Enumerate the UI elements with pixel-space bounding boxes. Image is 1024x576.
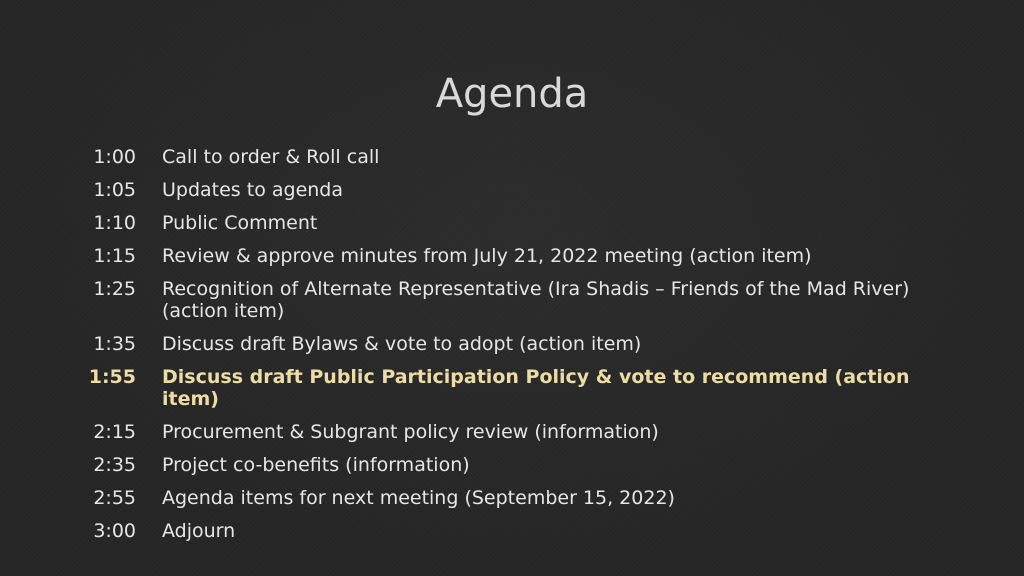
- agenda-row: [80, 421, 930, 443]
- agenda-row: [80, 454, 930, 476]
- agenda-item: Discuss draft Public Participation Policy & vote to recommend (action item): [162, 366, 910, 410]
- agenda-time: 1:35: [93, 333, 136, 355]
- agenda-time: 1:00: [93, 146, 136, 168]
- agenda-item: Call to order & Roll call: [162, 146, 380, 168]
- agenda-time: 1:25: [93, 278, 136, 300]
- agenda-time: 2:35: [93, 454, 136, 476]
- agenda-row: [80, 487, 930, 509]
- agenda-time: 3:00: [93, 520, 136, 542]
- agenda-item: Recognition of Alternate Representative (Ira Shadis – Friends of the Mad River) (action item): [162, 278, 910, 322]
- agenda-item: Public Comment: [162, 212, 318, 234]
- page-title: Agenda: [435, 71, 589, 117]
- agenda-row: [80, 520, 930, 542]
- agenda-item: Discuss draft Bylaws & vote to adopt (action item): [162, 333, 642, 355]
- agenda-row: [80, 333, 930, 355]
- agenda-time: 1:10: [93, 212, 136, 234]
- agenda-row: [80, 179, 930, 201]
- agenda-time: 1:55: [88, 366, 136, 388]
- agenda-item: Agenda items for next meeting (September 15, 2022): [162, 487, 675, 509]
- agenda-row: [80, 278, 930, 322]
- agenda-row: [80, 245, 930, 267]
- agenda-row: [80, 146, 930, 168]
- agenda-time: 2:55: [93, 487, 136, 509]
- agenda-item: Adjourn: [162, 520, 236, 542]
- agenda-list: [80, 146, 930, 553]
- agenda-item: Procurement & Subgrant policy review (information): [162, 421, 659, 443]
- agenda-item: Updates to agenda: [162, 179, 344, 201]
- agenda-item: Review & approve minutes from July 21, 2022 meeting (action item): [162, 245, 812, 267]
- agenda-item: Project co-benefits (information): [162, 454, 470, 476]
- agenda-time: 2:15: [93, 421, 136, 443]
- agenda-time: 1:05: [93, 179, 136, 201]
- agenda-time: 1:15: [93, 245, 136, 267]
- agenda-row-current: [80, 366, 930, 410]
- agenda-row: [80, 212, 930, 234]
